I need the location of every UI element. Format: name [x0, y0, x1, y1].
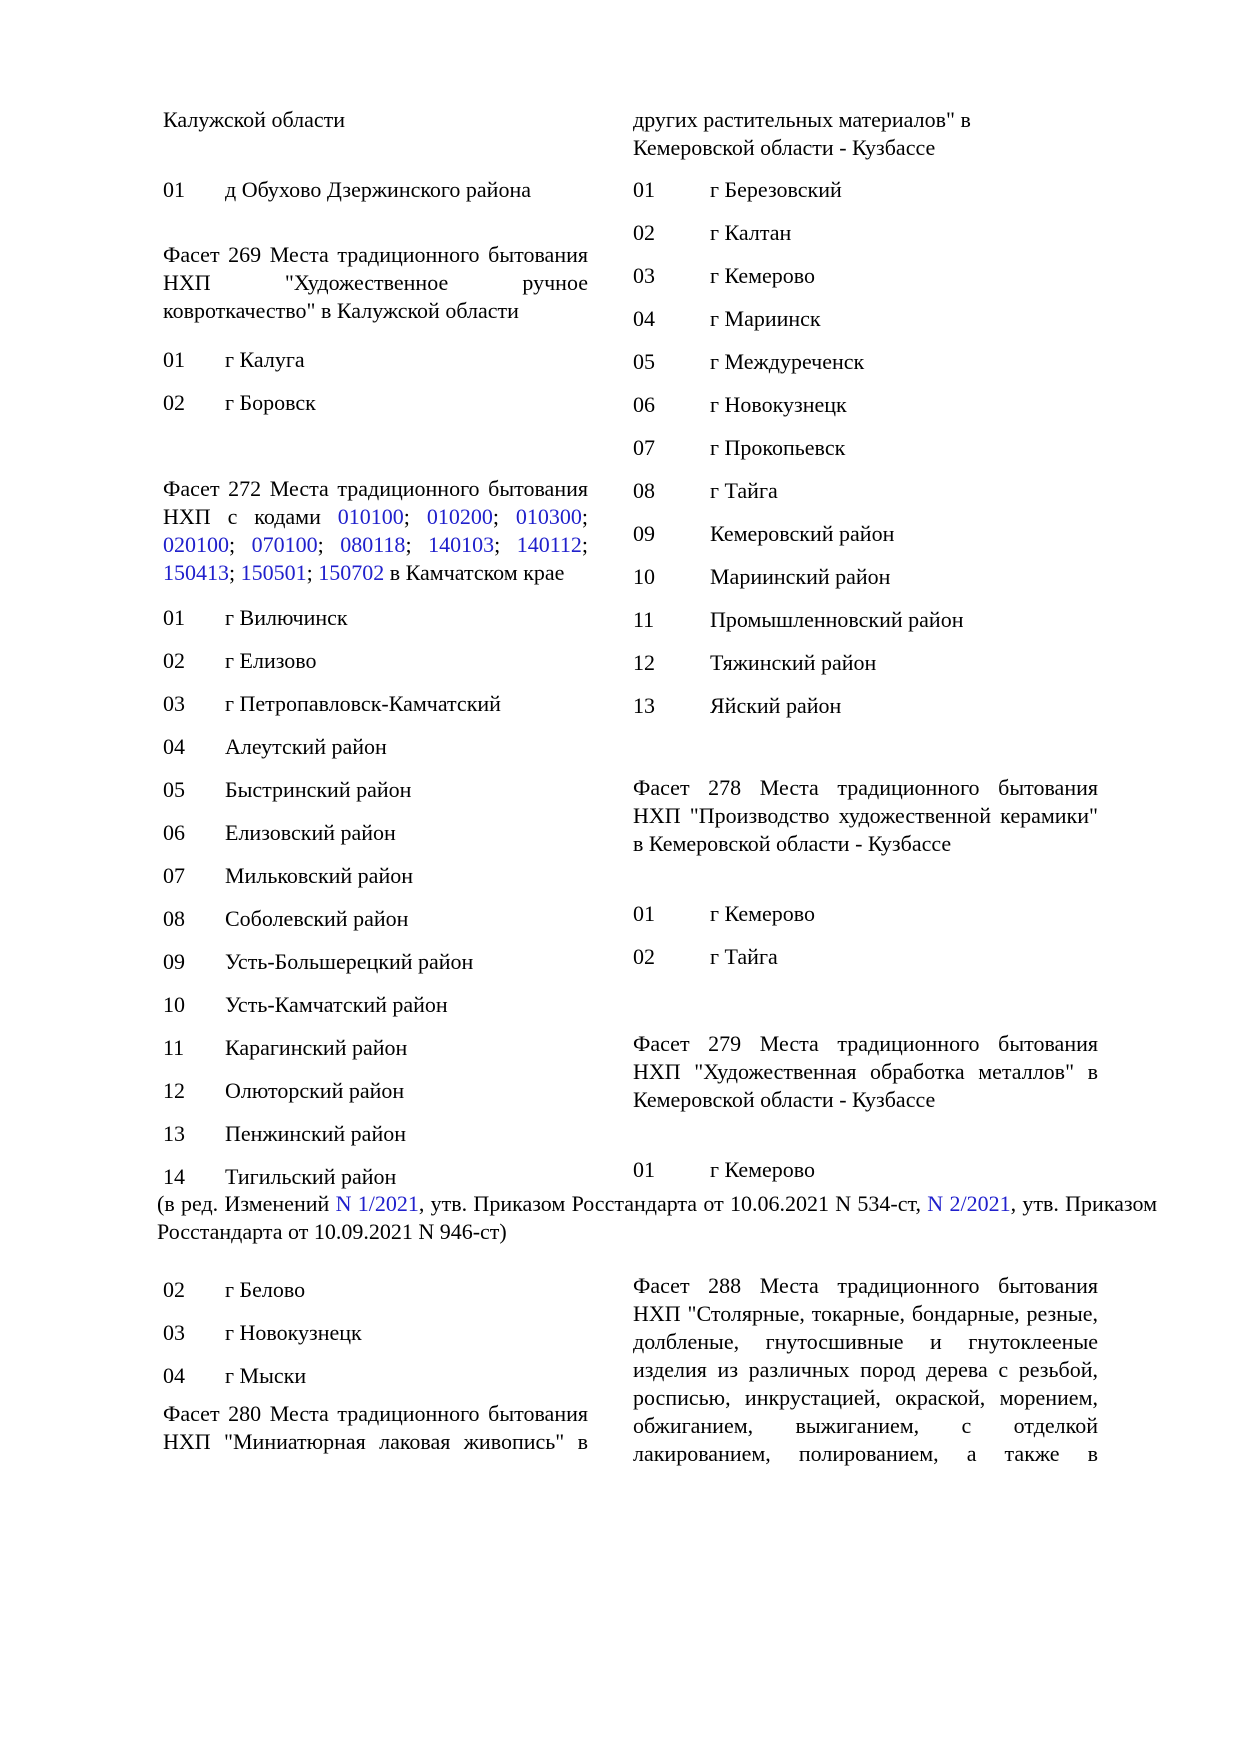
text-segment: других растительных материалов" в Кемеровской области - Кузбассе	[633, 107, 971, 160]
item-code: 11	[163, 1035, 185, 1060]
list-item	[633, 692, 1098, 720]
item-code: 09	[633, 521, 655, 546]
list-item	[163, 346, 588, 374]
text-segment: Фасет 288 Места традиционного бытования НХП "Столярные, токарные, бондарные, резные, долбленые, гнутосшивные и гнутоклееные изделия из различных пород дерева с резьбой, росписью, инкрустацией, окраской, морением, обжиганием, выжиганием, с отделкой лакированием, полированием, а также в	[633, 1273, 1098, 1466]
item-code: 03	[163, 691, 185, 716]
reference-link[interactable]: N 1/2021	[335, 1191, 419, 1216]
list-item	[163, 604, 588, 632]
item-code: 01	[633, 177, 655, 202]
item-code: 14	[163, 1164, 185, 1189]
top-right-column	[633, 106, 1098, 1184]
item-name: г Березовский	[710, 177, 842, 202]
item-code: 11	[633, 607, 655, 632]
reference-link[interactable]: 150501	[240, 560, 307, 585]
text-segment: ;	[403, 504, 427, 529]
text-segment: , утв. Приказом Росстандарта от 10.09.2021 N 946-ст)	[157, 1191, 1158, 1244]
item-name: г Калуга	[225, 347, 305, 372]
item-name: г Новокузнецк	[710, 392, 847, 417]
item-code: 08	[633, 478, 655, 503]
item-name: г Тайга	[710, 478, 778, 503]
item-code: 06	[633, 392, 655, 417]
item-code: 02	[163, 390, 185, 415]
list-item	[633, 348, 1098, 376]
text-segment: (в ред. Изменений	[157, 1191, 336, 1216]
list-item	[163, 862, 588, 890]
text-segment: ;	[317, 532, 341, 557]
reference-link[interactable]: 020100	[163, 532, 229, 557]
item-code: 02	[163, 648, 185, 673]
item-name: г Белово	[225, 1277, 306, 1302]
text-segment: Фасет 272 Места традиционного бытования НХП с кодами	[163, 476, 588, 529]
text-segment: Фасет 278 Места традиционного бытования НХП "Производство художественной керамики" в Кемеровской области - Кузбассе	[633, 775, 1098, 856]
list-item	[163, 1120, 588, 1148]
list-item	[163, 1362, 588, 1390]
list-item	[633, 1156, 1098, 1184]
reference-link[interactable]: 080118	[340, 532, 406, 557]
continuation-text	[633, 106, 1098, 162]
list-item	[163, 1077, 588, 1105]
text-segment: Калужской области	[163, 107, 345, 132]
text-segment: ;	[494, 532, 517, 557]
item-name: г Калтан	[710, 220, 792, 245]
list-item	[163, 389, 588, 417]
reference-link[interactable]: 010300	[515, 504, 582, 529]
list-item	[633, 900, 1098, 928]
bottom-left-column	[163, 1276, 588, 1456]
item-code: 01	[163, 347, 185, 372]
reference-link[interactable]: N 2/2021	[927, 1191, 1011, 1216]
item-code: 13	[163, 1121, 185, 1146]
text-segment: ;	[229, 560, 241, 585]
item-name: Мильковский район	[225, 863, 413, 888]
item-code: 07	[163, 863, 185, 888]
item-code: 01	[633, 1157, 655, 1182]
item-code: 01	[163, 177, 185, 202]
facet-heading	[633, 774, 1098, 858]
list-item	[633, 391, 1098, 419]
item-code: 02	[163, 1277, 185, 1302]
item-name: г Петропавловск-Камчатский	[225, 691, 501, 716]
top-left-column	[163, 106, 588, 1191]
item-name: г Прокопьевск	[710, 435, 846, 460]
reference-link[interactable]: 150413	[163, 560, 229, 585]
item-name: г Междуреченск	[710, 349, 865, 374]
list-item	[163, 176, 588, 204]
text-segment: ;	[492, 504, 516, 529]
item-code: 12	[163, 1078, 185, 1103]
item-name: Елизовский район	[225, 820, 396, 845]
item-code: 04	[163, 734, 185, 759]
text-segment: в Камчатском крае	[384, 560, 565, 585]
list-item	[163, 948, 588, 976]
item-code: 13	[633, 693, 655, 718]
reference-link[interactable]: 140112	[516, 532, 582, 557]
item-name: Кемеровский район	[710, 521, 895, 546]
item-name: Алеутский район	[225, 734, 387, 759]
item-code: 03	[163, 1320, 185, 1345]
item-name: Промышленновский район	[710, 607, 964, 632]
list-item	[633, 649, 1098, 677]
text-segment: Фасет 269 Места традиционного бытования НХП "Художественное ручное ковроткачество" в Калужской области	[163, 242, 588, 323]
item-name: г Кемерово	[710, 263, 816, 288]
item-name: Олюторский район	[225, 1078, 405, 1103]
list-item	[163, 905, 588, 933]
item-name: Тигильский район	[225, 1164, 397, 1189]
item-code: 04	[633, 306, 655, 331]
item-code: 02	[633, 944, 655, 969]
item-code: 01	[633, 901, 655, 926]
facet-heading	[633, 1030, 1098, 1114]
item-name: Тяжинский район	[710, 650, 877, 675]
item-code: 07	[633, 435, 655, 460]
list-item	[633, 520, 1098, 548]
text-segment: ;	[581, 532, 588, 557]
item-code: 10	[163, 992, 185, 1017]
list-item	[633, 943, 1098, 971]
list-item	[633, 262, 1098, 290]
text-segment: Фасет 279 Места традиционного бытования НХП "Художественная обработка металлов" в Кемеровской области - Кузбассе	[633, 1031, 1098, 1112]
text-segment: Фасет 280 Места традиционного бытования НХП "Миниатюрная лаковая живопись" в	[163, 1401, 588, 1454]
list-item	[633, 477, 1098, 505]
item-name: г Елизово	[225, 648, 317, 673]
list-item	[163, 1319, 588, 1347]
item-name: г Мыски	[225, 1363, 307, 1388]
list-item	[163, 1276, 588, 1304]
item-code: 10	[633, 564, 655, 589]
facet-heading	[633, 1272, 1098, 1468]
continuation-text	[163, 106, 588, 134]
list-item	[163, 991, 588, 1019]
list-item	[163, 1163, 588, 1191]
list-item	[163, 776, 588, 804]
item-name: д Обухово Дзержинского района	[225, 177, 531, 202]
list-item	[633, 176, 1098, 204]
item-name: г Кемерово	[710, 901, 816, 926]
facet-heading	[163, 475, 588, 587]
amendment-note-text	[157, 1190, 1157, 1246]
list-item	[163, 733, 588, 761]
item-code: 02	[633, 220, 655, 245]
list-item	[163, 690, 588, 718]
item-name: Усть-Камчатский район	[225, 992, 448, 1017]
list-item	[633, 305, 1098, 333]
item-name: г Кемерово	[710, 1157, 816, 1182]
item-code: 01	[163, 605, 185, 630]
item-name: Яйский район	[710, 693, 842, 718]
list-item	[633, 434, 1098, 462]
item-name: Быстринский район	[225, 777, 412, 802]
facet-heading	[163, 1400, 588, 1456]
facet-heading	[163, 241, 588, 325]
amendment-note	[157, 1190, 1157, 1246]
item-code: 06	[163, 820, 185, 845]
item-code: 04	[163, 1363, 185, 1388]
item-name: Усть-Большерецкий район	[225, 949, 474, 974]
item-name: Пенжинский район	[225, 1121, 406, 1146]
item-name: Мариинский район	[710, 564, 891, 589]
item-code: 05	[163, 777, 185, 802]
item-name: Карагинский район	[225, 1035, 408, 1060]
list-item	[163, 647, 588, 675]
text-segment: ;	[306, 560, 319, 585]
item-name: Соболевский район	[225, 906, 409, 931]
list-item	[163, 819, 588, 847]
list-item	[163, 1034, 588, 1062]
reference-link[interactable]: 010200	[426, 504, 493, 529]
item-code: 03	[633, 263, 655, 288]
item-code: 05	[633, 349, 655, 374]
item-code: 09	[163, 949, 185, 974]
text-segment: ;	[405, 532, 429, 557]
item-code: 08	[163, 906, 185, 931]
reference-link[interactable]: 070100	[251, 532, 318, 557]
item-name: г Новокузнецк	[225, 1320, 362, 1345]
reference-link[interactable]: 140103	[428, 532, 495, 557]
item-name: г Мариинск	[710, 306, 821, 331]
reference-link[interactable]: 150702	[318, 560, 385, 585]
item-name: г Боровск	[225, 390, 316, 415]
list-item	[633, 219, 1098, 247]
text-segment: ;	[581, 504, 588, 529]
item-name: г Вилючинск	[225, 605, 348, 630]
item-name: г Тайга	[710, 944, 778, 969]
reference-link[interactable]: 010100	[337, 504, 404, 529]
list-item	[633, 606, 1098, 634]
list-item	[633, 563, 1098, 591]
item-code: 12	[633, 650, 655, 675]
text-segment: ;	[229, 532, 252, 557]
text-segment: , утв. Приказом Росстандарта от 10.06.2021 N 534-ст,	[418, 1191, 928, 1216]
bottom-right-column	[633, 1272, 1098, 1468]
